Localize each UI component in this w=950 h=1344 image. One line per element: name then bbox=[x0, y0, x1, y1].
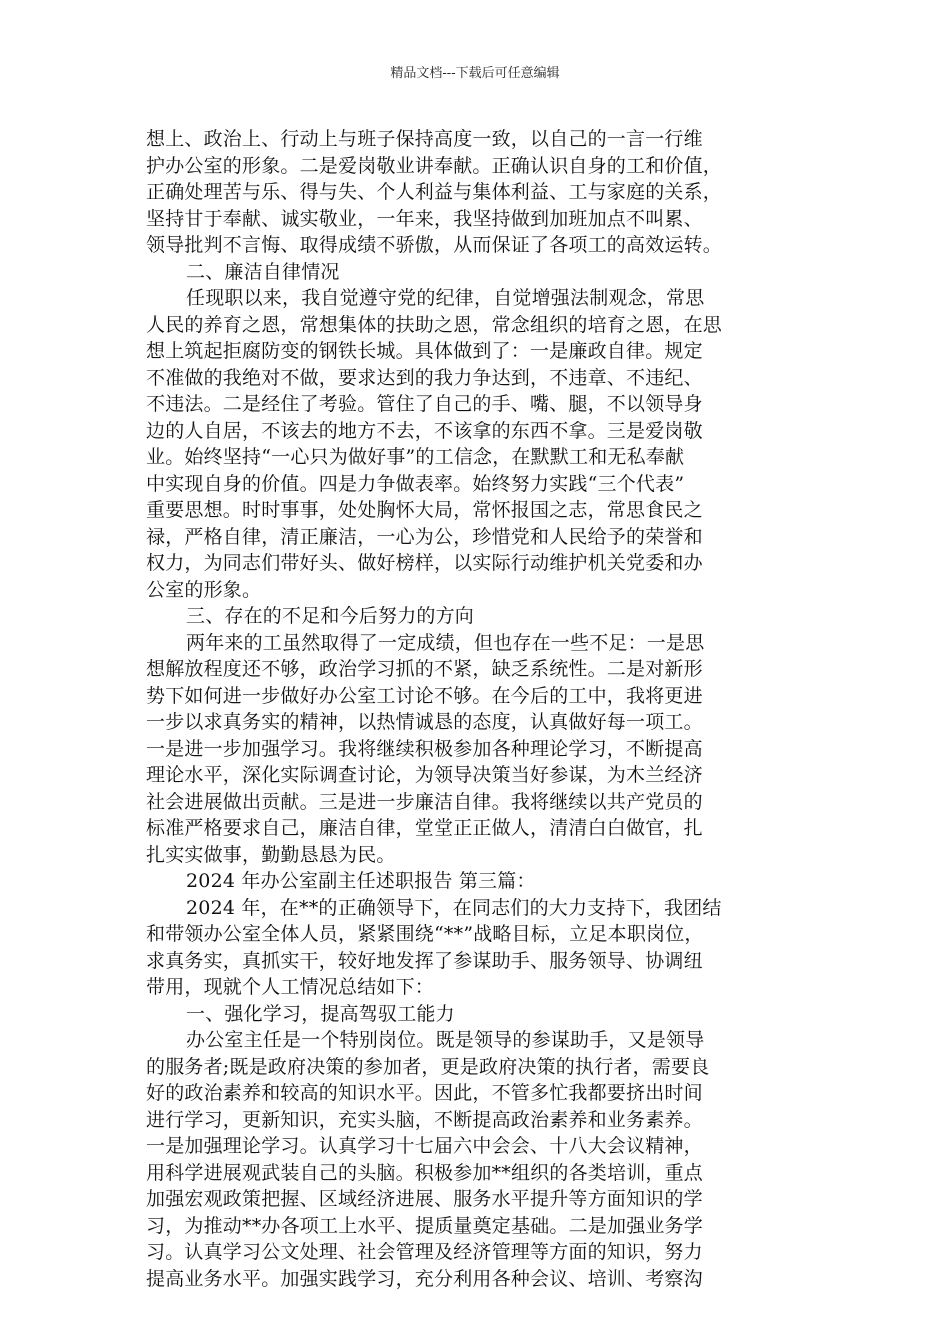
text-line: 想上筑起拒腐防变的钢铁长城。具体做到了：一是廉政自律。规定 bbox=[146, 340, 703, 362]
text-line: 想上、政治上、行动上与班子保持高度一致，以自己的一言一行维 bbox=[146, 128, 703, 150]
text-line: 公室的形象。 bbox=[146, 578, 262, 601]
text-line: 理论水平，深化实际调查讨论，为领导决策当好参谋，为木兰经济 bbox=[146, 764, 703, 786]
text-line: 加强宏观政策把握、区域经济进展、服务水平提升等方面知识的学 bbox=[146, 1188, 703, 1210]
text-line: 边的人自居，不该去的地方不去，不该拿的东西不拿。三是爱岗敬 bbox=[146, 419, 703, 442]
text-line: 带用，现就个人工情况总结如下： bbox=[146, 976, 435, 998]
text-line: 业。始终坚持“一心只为做好事”的工信念，在默默工和无私奉献 bbox=[146, 446, 685, 468]
text-line: 的服务者;既是政府决策的参加者，更是政府决策的执行者，需要良 bbox=[146, 1055, 710, 1078]
page-header: 精品文档---下载后可任意编辑 bbox=[390, 66, 560, 81]
text-line: 社会进展做出贡献。三是进一步廉洁自律。我将继续以共产党员的 bbox=[146, 790, 703, 813]
text-line: 势下如何进一步做好办公室工讨论不够。在今后的工中，我将更进 bbox=[146, 684, 703, 707]
text-line: 一是加强理论学习。认真学习十七届六中会会、十八大会议精神， bbox=[146, 1135, 703, 1157]
text-line: 扎实实做事，勤勤恳恳为民。 bbox=[146, 843, 396, 866]
text-line: 一步以求真务实的精神，以热情诚恳的态度，认真做好每一项工。 bbox=[146, 711, 703, 733]
text-line: 办公室主任是一个特别岗位。既是领导的参谋助手，又是领导 bbox=[186, 1029, 705, 1051]
text-line: 不准做的我绝对不做，要求达到的我力争达到，不违章、不违纪、 bbox=[146, 366, 703, 389]
text-line: 想解放程度还不够，政治学习抓的不紧，缺乏系统性。二是对新形 bbox=[146, 658, 703, 680]
text-line: 人民的养育之恩，常想集体的扶助之恩，常念组织的培育之恩，在思 bbox=[146, 313, 723, 336]
text-line: 2024 年办公室副主任述职报告 第三篇： bbox=[186, 870, 536, 892]
text-line: 重要思想。时时事事，处处胸怀大局，常怀报国之志，常思食民之 bbox=[146, 499, 703, 521]
text-line: 和带领办公室全体人员，紧紧围绕“**”战略目标，立足本职岗位， bbox=[146, 923, 704, 945]
text-line: 权力，为同志们带好头、做好榜样，以实际行动维护机关党委和办 bbox=[146, 552, 703, 574]
text-line: 习。认真学习公文处理、社会管理及经济管理等方面的知识，努力 bbox=[146, 1241, 703, 1263]
text-line: 三、存在的不足和今后努力的方向 bbox=[186, 605, 475, 627]
text-line: 标准严格要求自己，廉洁自律，堂堂正正做人，清清白白做官，扎 bbox=[146, 817, 703, 839]
text-line: 坚持甘于奉献、诚实敬业，一年来，我坚持做到加班加点不叫累、 bbox=[146, 207, 703, 230]
text-line: 2024 年，在**的正确领导下，在同志们的大力支持下，我团结 bbox=[186, 896, 722, 919]
text-line: 用科学进展观武装自己的头脑。积极参加**组织的各类培训，重点 bbox=[146, 1161, 704, 1184]
text-line: 习，为推动**办各项工上水平、提质量奠定基础。二是加强业务学 bbox=[146, 1214, 704, 1237]
text-line: 好的政治素养和较高的知识水平。因此，不管多忙我都要挤出时间 bbox=[146, 1082, 703, 1104]
text-line: 一、强化学习，提高驾驭工能力 bbox=[186, 1002, 455, 1025]
text-line: 任现职以来，我自觉遵守党的纪律，自觉增强法制观念，常思 bbox=[186, 287, 705, 309]
text-line: 中实现自身的价值。四是力争做表率。始终努力实践“三个代表” bbox=[146, 472, 685, 495]
text-line: 进行学习，更新知识，充实头脑，不断提高政治素养和业务素养。 bbox=[146, 1108, 703, 1131]
text-line: 两年来的工虽然取得了一定成绩，但也存在一些不足：一是思 bbox=[186, 631, 705, 654]
text-line: 提高业务水平。加强实践学习，充分利用各种会议、培训、考察沟 bbox=[146, 1267, 703, 1290]
text-line: 正确处理苦与乐、得与失、个人利益与集体利益、工与家庭的关系， bbox=[146, 181, 723, 203]
text-line: 禄，严格自律，清正廉洁，一心为公，珍惜党和人民给予的荣誉和 bbox=[146, 525, 703, 548]
text-line: 不违法。二是经住了考验。管住了自己的手、嘴、腿，不以领导身 bbox=[146, 393, 703, 415]
text-line: 求真务实，真抓实干，较好地发挥了参谋助手、服务领导、协调纽 bbox=[146, 949, 703, 972]
text-line: 二、廉洁自律情况 bbox=[186, 260, 340, 283]
text-line: 一是进一步加强学习。我将继续积极参加各种理论学习，不断提高 bbox=[146, 737, 703, 760]
text-line: 护办公室的形象。二是爱岗敬业讲奉献。正确认识自身的工和价值， bbox=[146, 154, 723, 177]
document-body bbox=[146, 126, 806, 1292]
text-line: 领导批判不言悔、取得成绩不骄傲，从而保证了各项工的高效运转。 bbox=[146, 234, 723, 256]
